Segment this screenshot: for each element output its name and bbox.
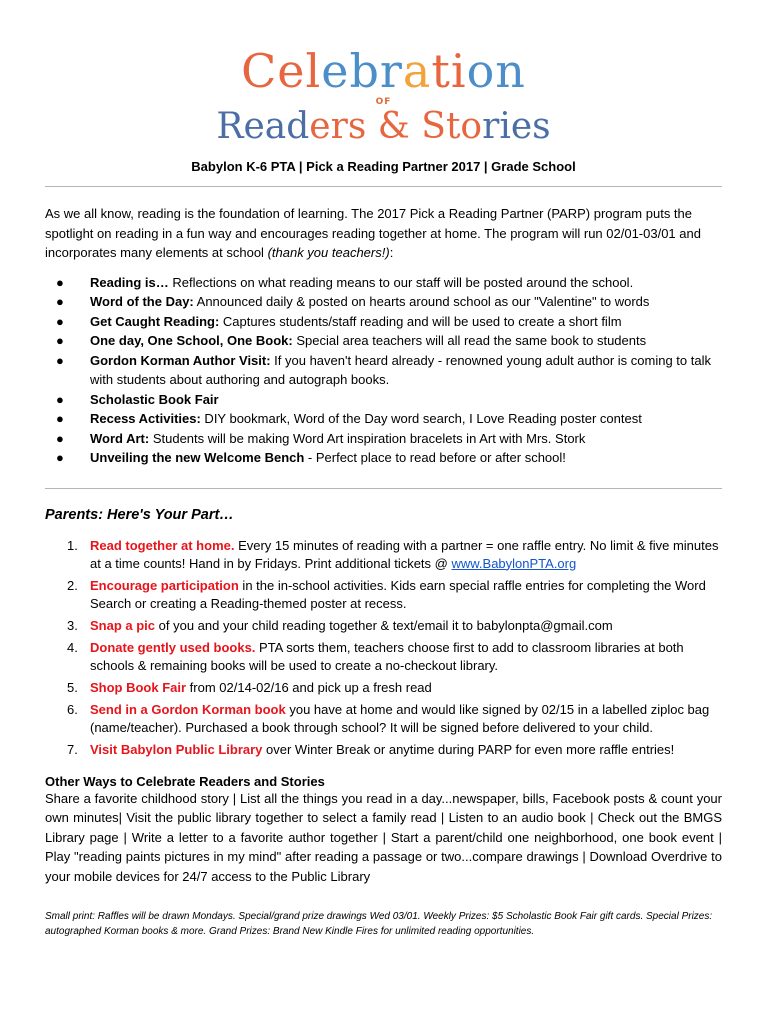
- list-item-text: Students will be making Word Art inspiration bracelets in Art with Mrs. Stork: [149, 430, 586, 446]
- bullet-icon: ●: [56, 333, 64, 348]
- step-item: [45, 701, 722, 737]
- logo-letter: C: [241, 44, 278, 98]
- step-text: from 02/14-02/16 and pick up a fresh read: [186, 679, 432, 695]
- step-item: [45, 679, 722, 697]
- step-number: 7.: [67, 741, 78, 757]
- step-text: over Winter Break or anytime during PARP for even more raffle entries!: [262, 741, 675, 757]
- list-item-text: Special area teachers will all read the same book to students: [292, 333, 647, 348]
- parents-steps-list: [45, 537, 722, 759]
- list-item-title: Get Caught Reading:: [90, 313, 220, 329]
- step-text: of you and your child reading together & text/email it to babylonpta@gmail.com: [155, 617, 613, 633]
- step-highlight: Shop Book Fair: [90, 679, 187, 695]
- logo-letter: i: [499, 106, 511, 147]
- step-highlight: Read together at home.: [90, 537, 235, 553]
- list-item: [45, 312, 722, 332]
- list-item-title: Scholastic Book Fair: [90, 391, 219, 407]
- bullet-icon: ●: [56, 411, 64, 426]
- document-subtitle: Babylon K-6 PTA | Pick a Reading Partner 2017 | Grade School: [191, 159, 576, 174]
- intro-italic: (thank you teachers!): [267, 245, 390, 260]
- logo-letter: e: [243, 106, 265, 147]
- bullet-icon: ●: [56, 430, 64, 446]
- list-item: [45, 292, 722, 312]
- list-item-title: One day, One School, One Book:: [90, 333, 293, 348]
- bullet-icon: ●: [56, 313, 64, 329]
- step-highlight: Donate gently used books.: [90, 639, 256, 655]
- list-item: [45, 429, 722, 449]
- step-text: PTA sorts them, teachers choose first to add to classroom libraries at both schools & remaining books will be used to create a no-checkout library.: [90, 639, 684, 673]
- other-ways-body: Share a favorite childhood story | List all the things you read in a day...newspaper, bills, Facebook posts & count your own minutes| Visit the public library together to select a family read | Listen to an audio book | Check out the BMGS Library page | Write a letter to a favorite author together | Start a parent/child one neighborhood, one book event | Play "reading paints pictures in my mind" after reading a passage or two...compare drawings | Download Overdrive to your mobile devices for 24/7 access to the Public Library: [45, 790, 722, 884]
- list-item-title: Gordon Korman Author Visit:: [90, 352, 271, 368]
- list-item: [45, 273, 722, 293]
- logo-letter: s: [347, 106, 367, 147]
- step-number: 5.: [67, 679, 78, 695]
- document-page: [45, 0, 722, 939]
- divider: [45, 186, 722, 187]
- logo-letter: r: [482, 106, 500, 147]
- intro-end: :: [389, 245, 394, 260]
- logo-letter: &: [377, 106, 410, 147]
- list-item: [45, 351, 722, 390]
- step-item: [45, 639, 722, 675]
- list-item-text: - Perfect place to read before or after school!: [304, 450, 566, 465]
- list-item-text: Reflections on what reading means to our staff will be posted around the school.: [168, 274, 634, 290]
- logo-letter: o: [460, 106, 483, 147]
- school-activities-list: [45, 273, 722, 468]
- step-number: 4.: [67, 639, 78, 655]
- intro-paragraph: [45, 204, 722, 263]
- step-item: [45, 577, 722, 613]
- logo-letter: t: [445, 106, 461, 147]
- step-number: 3.: [67, 617, 78, 633]
- pta-website-link[interactable]: www.BabylonPTA.org: [451, 555, 577, 571]
- step-number: 2.: [67, 577, 78, 593]
- list-item: [45, 390, 722, 410]
- bullet-icon: ●: [56, 294, 64, 309]
- logo-title-line1: [45, 44, 722, 98]
- list-item: [45, 448, 722, 468]
- list-item-title: Reading is…: [90, 274, 169, 290]
- parents-heading: Parents: Here's Your Part…: [45, 506, 234, 523]
- step-text: you have at home and would like signed by 02/15 in a labelled ziploc bag (name/teacher). Purchased a book through school? It will be signed before delivered to your child.: [90, 701, 710, 735]
- logo-letter: a: [402, 44, 432, 98]
- logo-letter: S: [421, 106, 446, 147]
- logo-of: OF: [375, 97, 392, 107]
- logo-letter: i: [450, 44, 467, 98]
- logo-letter: r: [330, 106, 348, 147]
- step-text: Every 15 minutes of reading with a partner = one raffle entry. No limit & five minutes at a time counts! Hand in by Fridays. Print additional tickets @: [90, 537, 719, 571]
- other-ways-heading: Other Ways to Celebrate Readers and Stories: [45, 773, 325, 789]
- logo-letter: R: [216, 106, 244, 147]
- logo-letter: [410, 106, 421, 147]
- step-text: in the in-school activities. Kids earn special raffle entries for completing the Word Search or creating a Reading-themed poster at recess.: [90, 577, 706, 611]
- list-item-text: DIY bookmark, Word of the Day word search, I Love Reading poster contest: [200, 411, 642, 426]
- list-item-text: Captures students/staff reading and will be used to create a short film: [219, 313, 622, 329]
- small-print: Small print: Raffles will be drawn Mondays. Special/grand prize drawings Wed 03/01. Weekly Prizes: $5 Scholastic Book Fair gift cards. Special Prizes: autographed Korman books & more. Grand Prizes: Brand New Kindle Fires for unlimited reading opportunities.: [45, 911, 713, 937]
- logo-letter: n: [495, 44, 526, 98]
- logo-letter: o: [466, 44, 496, 98]
- step-highlight: Visit Babylon Public Library: [90, 741, 263, 757]
- logo-letter: a: [264, 106, 287, 147]
- list-item-title: Recess Activities:: [90, 411, 201, 426]
- step-item: [45, 741, 722, 759]
- bullet-icon: ●: [56, 274, 64, 290]
- step-item: [45, 537, 722, 573]
- logo-letter: s: [532, 106, 551, 147]
- logo-letter: r: [379, 44, 403, 98]
- celebration-logo: [45, 0, 722, 145]
- logo-letter: l: [305, 44, 322, 98]
- bullet-icon: ●: [56, 391, 64, 407]
- list-item-text: Announced daily & posted on hearts around school as our "Valentine" to words: [193, 294, 650, 309]
- list-item: [45, 331, 722, 351]
- logo-letter: e: [321, 44, 350, 98]
- logo-letter: d: [286, 106, 310, 147]
- bullet-icon: ●: [56, 352, 64, 368]
- step-highlight: Encourage participation: [90, 577, 239, 593]
- step-number: 1.: [67, 537, 78, 553]
- step-number: 6.: [67, 701, 78, 717]
- step-highlight: Send in a Gordon Korman book: [90, 701, 286, 717]
- step-highlight: Snap a pic: [90, 617, 156, 633]
- intro-text: As we all know, reading is the foundation of learning. The 2017 Pick a Reading Partner (PARP) program puts the spotlight on reading in a fun way and encourages reading together at home. The program will run 02/01-03/01 and incorporates many elements at school: [45, 206, 701, 260]
- logo-letter: [366, 106, 377, 147]
- step-item: [45, 617, 722, 635]
- logo-title-line2: [45, 106, 722, 147]
- logo-letter: e: [277, 44, 306, 98]
- divider: [45, 488, 722, 489]
- list-item-text: If you haven't heard already - renowned young adult author is coming to talk with students about authoring and autograph books.: [90, 352, 711, 387]
- logo-letter: b: [349, 44, 380, 98]
- list-item-title: Unveiling the new Welcome Bench: [90, 450, 305, 465]
- list-item: [45, 409, 722, 429]
- logo-letter: e: [510, 106, 533, 147]
- list-item-title: Word of the Day:: [90, 294, 194, 309]
- logo-letter: e: [309, 106, 331, 147]
- bullet-icon: ●: [56, 450, 64, 465]
- list-item-title: Word Art:: [90, 430, 150, 446]
- logo-letter: t: [431, 44, 451, 98]
